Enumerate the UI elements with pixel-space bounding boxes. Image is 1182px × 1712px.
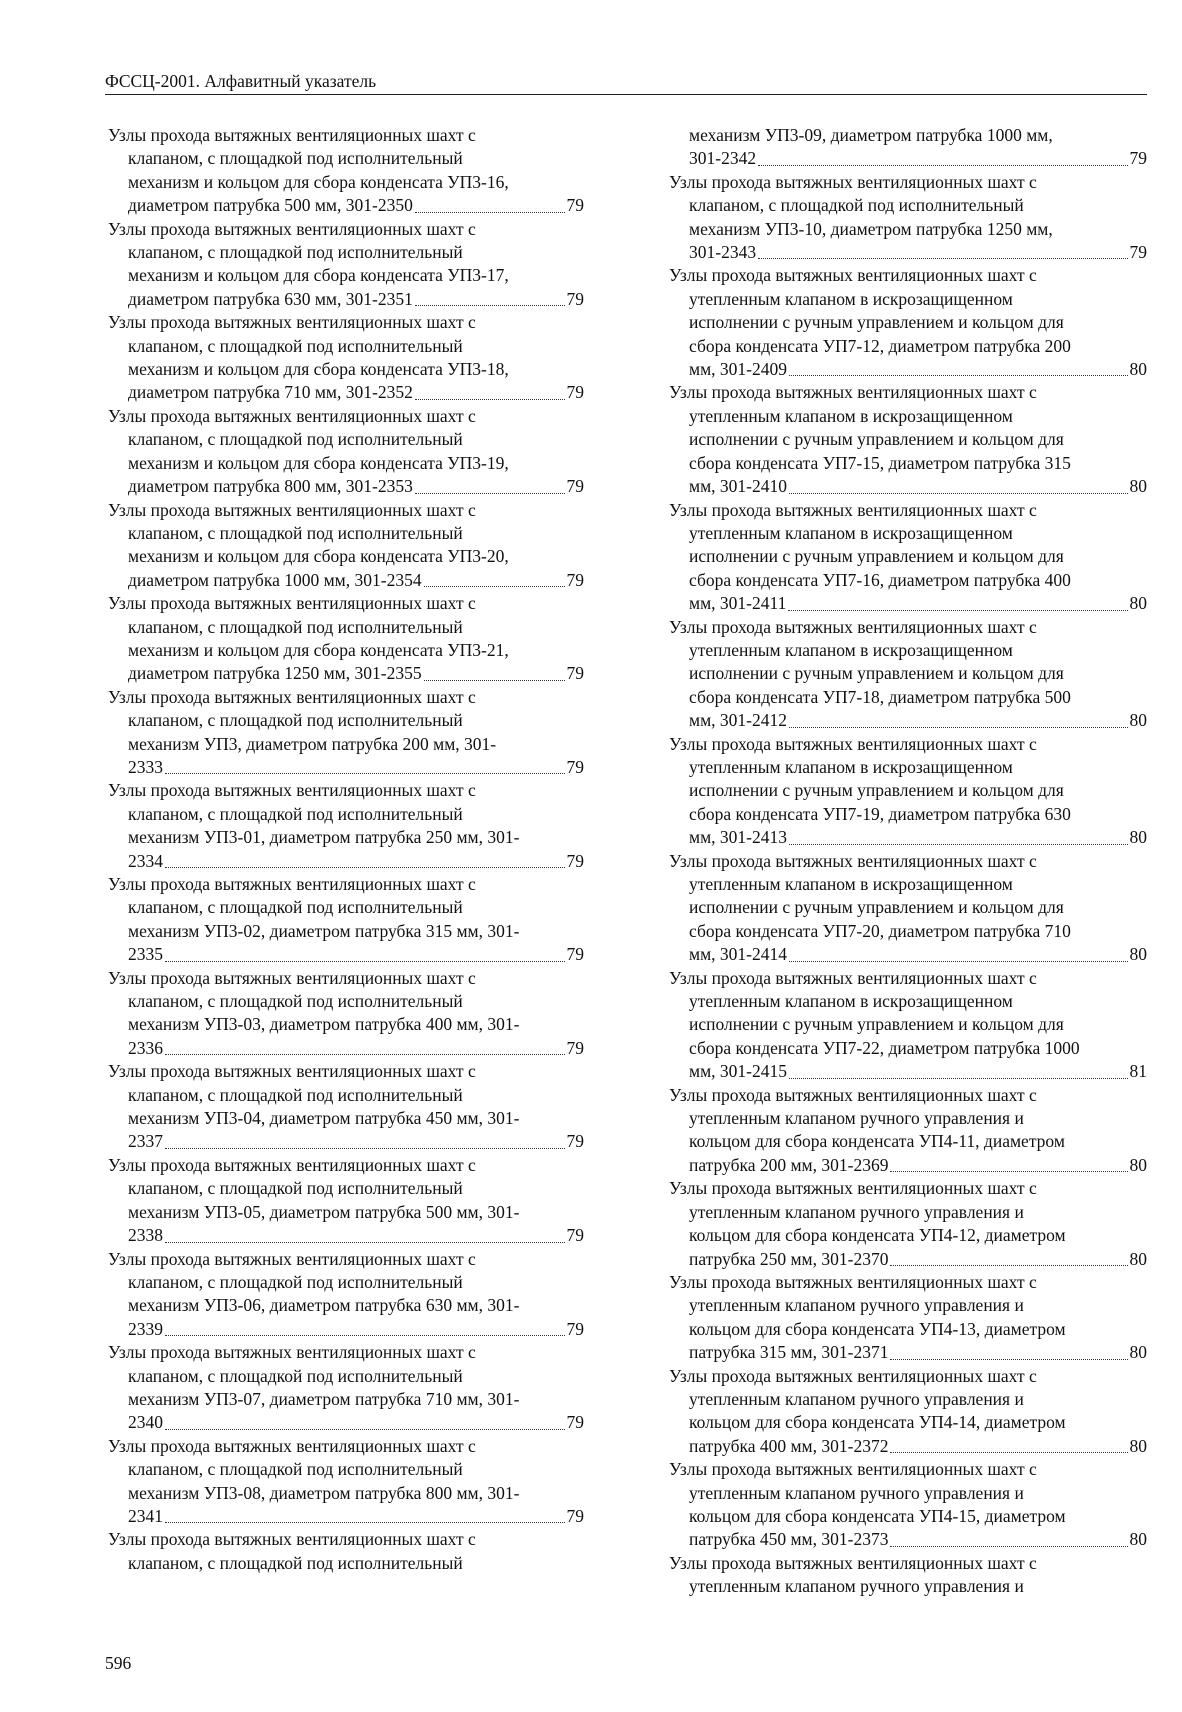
index-entry bbox=[108, 1060, 584, 1154]
index-entry bbox=[669, 381, 1147, 498]
entry-line: клапаном, с площадкой под исполнительный bbox=[128, 897, 463, 918]
dot-leader bbox=[165, 867, 565, 868]
dot-leader bbox=[890, 1359, 1127, 1360]
entry-line: исполнении с ручным управлением и кольцом для bbox=[689, 429, 1064, 450]
entry-locator-line bbox=[108, 194, 584, 217]
entry-locator-line bbox=[108, 943, 584, 966]
entry-line: механизм УП3-07, диаметром патрубка 710 мм, 301- bbox=[128, 1388, 520, 1409]
entry-locator-line bbox=[108, 569, 584, 592]
entry-locator-line bbox=[669, 1341, 1147, 1364]
entry-line: клапаном, с площадкой под исполнительный bbox=[128, 148, 463, 169]
dot-leader bbox=[890, 1452, 1127, 1453]
entry-locator: мм, 301-2412 bbox=[689, 710, 787, 731]
entry-heading: Узлы прохода вытяжных вентиляционных шахт с bbox=[669, 967, 1037, 988]
entry-heading: Узлы прохода вытяжных вентиляционных шахт с bbox=[108, 1529, 476, 1550]
dot-leader bbox=[788, 610, 1127, 611]
entry-page-ref: 80 bbox=[1129, 593, 1147, 614]
index-entry bbox=[108, 1528, 584, 1575]
dot-leader bbox=[789, 493, 1128, 494]
entry-locator-line bbox=[669, 241, 1147, 264]
index-entry bbox=[108, 1154, 584, 1248]
dot-leader bbox=[165, 1242, 565, 1243]
dot-leader bbox=[789, 844, 1128, 845]
dot-leader bbox=[789, 727, 1128, 728]
entry-line: сбора конденсата УП7-12, диаметром патрубка 200 bbox=[689, 335, 1071, 356]
dot-leader bbox=[789, 1078, 1128, 1079]
entry-line: сбора конденсата УП7-22, диаметром патрубка 1000 bbox=[689, 1037, 1080, 1058]
entry-heading: Узлы прохода вытяжных вентиляционных шахт с bbox=[669, 850, 1037, 871]
dot-leader bbox=[165, 1522, 565, 1523]
entry-locator: мм, 301-2414 bbox=[689, 944, 787, 965]
entry-locator: 2335 bbox=[128, 944, 163, 965]
index-column-right bbox=[669, 124, 1147, 1599]
entry-line: утепленным клапаном ручного управления и bbox=[689, 1576, 1024, 1597]
entry-page-ref: 80 bbox=[1129, 1248, 1147, 1269]
entry-heading: Узлы прохода вытяжных вентиляционных шахт с bbox=[108, 780, 476, 801]
entry-page-ref: 80 bbox=[1129, 710, 1147, 731]
entry-line: клапаном, с площадкой под исполнительный bbox=[128, 335, 463, 356]
index-entry-continued bbox=[669, 124, 1147, 171]
entry-line: кольцом для сбора конденсата УП4-11, диаметром bbox=[689, 1131, 1065, 1152]
entry-page-ref: 80 bbox=[1129, 827, 1147, 848]
entry-line: сбора конденсата УП7-19, диаметром патрубка 630 bbox=[689, 803, 1071, 824]
dot-leader bbox=[415, 493, 565, 494]
entry-line: механизм и кольцом для сбора конденсата УП3-21, bbox=[128, 639, 509, 660]
entry-line: утепленным клапаном ручного управления и bbox=[689, 1388, 1024, 1409]
entry-line: сбора конденсата УП7-18, диаметром патрубка 500 bbox=[689, 686, 1071, 707]
entry-line: сбора конденсата УП7-15, диаметром патрубка 315 bbox=[689, 452, 1071, 473]
entry-line: утепленным клапаном в искрозащищенном bbox=[689, 639, 1013, 660]
entry-line: механизм УП3, диаметром патрубка 200 мм, 301- bbox=[128, 733, 497, 754]
entry-line: утепленным клапаном в искрозащищенном bbox=[689, 756, 1013, 777]
entry-page-ref: 80 bbox=[1129, 1342, 1147, 1363]
index-entry bbox=[108, 779, 584, 873]
dot-leader bbox=[415, 305, 565, 306]
entry-line: исполнении с ручным управлением и кольцом для bbox=[689, 1014, 1064, 1035]
entry-page-ref: 79 bbox=[566, 756, 584, 777]
index-entry bbox=[669, 264, 1147, 381]
entry-page-ref: 79 bbox=[566, 382, 584, 403]
entry-locator: патрубка 200 мм, 301-2369 bbox=[689, 1154, 889, 1175]
index-entry bbox=[108, 311, 584, 405]
entry-heading: Узлы прохода вытяжных вентиляционных шахт с bbox=[669, 616, 1037, 637]
entry-heading: Узлы прохода вытяжных вентиляционных шахт с bbox=[669, 382, 1037, 403]
entry-heading: Узлы прохода вытяжных вентиляционных шахт с bbox=[108, 1342, 476, 1363]
index-entry bbox=[108, 1248, 584, 1342]
entry-page-ref: 79 bbox=[566, 1037, 584, 1058]
entry-locator: 2336 bbox=[128, 1037, 163, 1058]
entry-line: механизм УП3-02, диаметром патрубка 315 мм, 301- bbox=[128, 920, 520, 941]
entry-line: механизм УП3-09, диаметром патрубка 1000 мм, bbox=[689, 125, 1053, 145]
dot-leader bbox=[165, 773, 565, 774]
index-entry bbox=[108, 499, 584, 593]
entry-page-ref: 79 bbox=[566, 1318, 584, 1339]
entry-locator-line bbox=[669, 709, 1147, 732]
entry-locator-line bbox=[108, 1037, 584, 1060]
entry-line: механизм и кольцом для сбора конденсата УП3-17, bbox=[128, 265, 509, 286]
entry-locator: диаметром патрубка 630 мм, 301-2351 bbox=[128, 288, 413, 309]
entry-locator: мм, 301-2413 bbox=[689, 827, 787, 848]
dot-leader bbox=[165, 1429, 565, 1430]
entry-locator: диаметром патрубка 1000 мм, 301-2354 bbox=[128, 569, 422, 590]
dot-leader bbox=[789, 375, 1128, 376]
entry-locator: 2337 bbox=[128, 1131, 163, 1152]
entry-line: кольцом для сбора конденсата УП4-15, диаметром bbox=[689, 1505, 1066, 1526]
entry-page-ref: 79 bbox=[566, 944, 584, 965]
entry-locator-line bbox=[669, 1248, 1147, 1271]
index-entry bbox=[669, 733, 1147, 850]
entry-heading: Узлы прохода вытяжных вентиляционных шахт с bbox=[108, 405, 476, 426]
entry-locator: мм, 301-2409 bbox=[689, 359, 787, 380]
entry-locator: мм, 301-2410 bbox=[689, 476, 787, 497]
entry-locator-line bbox=[108, 288, 584, 311]
entry-page-ref: 79 bbox=[566, 569, 584, 590]
entry-locator: 2333 bbox=[128, 756, 163, 777]
entry-line: клапаном, с площадкой под исполнительный bbox=[689, 195, 1024, 216]
entry-line: исполнении с ручным управлением и кольцом для bbox=[689, 312, 1064, 333]
dot-leader bbox=[165, 961, 565, 962]
entry-line: механизм УП3-10, диаметром патрубка 1250 мм, bbox=[689, 218, 1053, 239]
index-column-left bbox=[108, 124, 584, 1575]
entry-heading: Узлы прохода вытяжных вентиляционных шахт с bbox=[669, 1271, 1037, 1292]
entry-locator: 301-2343 bbox=[689, 242, 757, 263]
entry-heading: Узлы прохода вытяжных вентиляционных шахт с bbox=[669, 499, 1037, 520]
entry-line: утепленным клапаном в искрозащищенном bbox=[689, 874, 1013, 894]
entry-line: утепленным клапаном ручного управления и bbox=[689, 1295, 1024, 1316]
entry-heading: Узлы прохода вытяжных вентиляционных шахт с bbox=[108, 1154, 476, 1175]
dot-leader bbox=[424, 586, 565, 587]
entry-line: клапаном, с площадкой под исполнительный bbox=[128, 1365, 463, 1386]
entry-heading: Узлы прохода вытяжных вентиляционных шахт с bbox=[669, 265, 1037, 286]
entry-locator-line bbox=[669, 592, 1147, 615]
entry-locator: 2341 bbox=[128, 1505, 163, 1526]
dot-leader bbox=[415, 399, 565, 400]
entry-locator: 2334 bbox=[128, 850, 163, 871]
index-entry bbox=[108, 218, 584, 312]
entry-line: клапаном, с площадкой под исполнительный bbox=[128, 1552, 463, 1573]
entry-page-ref: 79 bbox=[566, 663, 584, 684]
entry-heading: Узлы прохода вытяжных вентиляционных шахт с bbox=[108, 218, 476, 239]
entry-heading: Узлы прохода вытяжных вентиляционных шахт с bbox=[669, 1552, 1037, 1573]
index-entry bbox=[669, 1552, 1147, 1599]
entry-locator-line bbox=[108, 1318, 584, 1341]
entry-page-ref: 80 bbox=[1129, 1154, 1147, 1175]
entry-page-ref: 79 bbox=[566, 1225, 584, 1246]
header-title: ФССЦ-2001. Алфавитный указатель bbox=[105, 71, 377, 91]
dot-leader bbox=[890, 1265, 1127, 1266]
entry-line: клапаном, с площадкой под исполнительный bbox=[128, 1271, 463, 1292]
entry-page-ref: 79 bbox=[1129, 148, 1147, 169]
entry-line: клапаном, с площадкой под исполнительный bbox=[128, 991, 463, 1012]
dot-leader bbox=[758, 165, 1127, 166]
entry-page-ref: 80 bbox=[1129, 944, 1147, 965]
entry-line: кольцом для сбора конденсата УП4-13, диаметром bbox=[689, 1318, 1066, 1339]
entry-line: утепленным клапаном ручного управления и bbox=[689, 1482, 1024, 1503]
entry-locator-line bbox=[669, 1154, 1147, 1177]
entry-line: механизм и кольцом для сбора конденсата УП3-19, bbox=[128, 452, 509, 473]
entry-line: механизм УП3-06, диаметром патрубка 630 мм, 301- bbox=[128, 1295, 520, 1316]
entry-heading: Узлы прохода вытяжных вентиляционных шахт с bbox=[669, 1459, 1037, 1480]
index-entry bbox=[108, 1435, 584, 1529]
page-number: 596 bbox=[105, 1653, 132, 1673]
entry-heading: Узлы прохода вытяжных вентиляционных шахт с bbox=[669, 1365, 1037, 1386]
entry-locator: диаметром патрубка 710 мм, 301-2352 bbox=[128, 382, 413, 403]
entry-locator-line bbox=[108, 475, 584, 498]
entry-locator-line bbox=[669, 1060, 1147, 1083]
entry-locator-line bbox=[669, 1435, 1147, 1458]
entry-heading: Узлы прохода вытяжных вентиляционных шахт с bbox=[108, 312, 476, 333]
entry-line: исполнении с ручным управлением и кольцом для bbox=[689, 780, 1064, 801]
entry-locator: патрубка 400 мм, 301-2372 bbox=[689, 1435, 889, 1456]
entry-locator: патрубка 450 мм, 301-2373 bbox=[689, 1529, 889, 1550]
entry-line: утепленным клапаном в искрозащищенном bbox=[689, 288, 1013, 309]
dot-leader bbox=[424, 680, 565, 681]
index-entry bbox=[669, 499, 1147, 616]
entry-heading: Узлы прохода вытяжных вентиляционных шахт с bbox=[108, 1435, 476, 1456]
entry-heading: Узлы прохода вытяжных вентиляционных шахт с bbox=[108, 967, 476, 988]
index-entry bbox=[108, 686, 584, 780]
entry-page-ref: 81 bbox=[1129, 1061, 1147, 1082]
entry-heading: Узлы прохода вытяжных вентиляционных шахт с bbox=[669, 733, 1037, 754]
entry-line: клапаном, с площадкой под исполнительный bbox=[128, 1178, 463, 1199]
dot-leader bbox=[165, 1054, 565, 1055]
entry-line: механизм УП3-05, диаметром патрубка 500 мм, 301- bbox=[128, 1201, 520, 1222]
entry-line: сбора конденсата УП7-16, диаметром патрубка 400 bbox=[689, 569, 1071, 590]
entry-locator: патрубка 315 мм, 301-2371 bbox=[689, 1342, 889, 1363]
entry-heading: Узлы прохода вытяжных вентиляционных шахт с bbox=[669, 1178, 1037, 1199]
entry-heading: Узлы прохода вытяжных вентиляционных шахт с bbox=[108, 874, 476, 894]
entry-line: сбора конденсата УП7-20, диаметром патрубка 710 bbox=[689, 920, 1071, 941]
entry-locator: 301-2342 bbox=[689, 148, 757, 169]
entry-locator: мм, 301-2415 bbox=[689, 1061, 787, 1082]
index-entry bbox=[108, 1341, 584, 1435]
dot-leader bbox=[758, 258, 1127, 259]
entry-locator-line bbox=[669, 147, 1147, 170]
index-entry bbox=[669, 171, 1147, 265]
entry-locator-line bbox=[669, 826, 1147, 849]
entry-page-ref: 79 bbox=[566, 1131, 584, 1152]
index-entry bbox=[108, 124, 584, 218]
entry-line: утепленным клапаном ручного управления и bbox=[689, 1201, 1024, 1222]
entry-line: механизм и кольцом для сбора конденсата УП3-16, bbox=[128, 171, 509, 192]
entry-heading: Узлы прохода вытяжных вентиляционных шахт с bbox=[108, 686, 476, 707]
index-entry bbox=[669, 1177, 1147, 1271]
entry-locator: диаметром патрубка 500 мм, 301-2350 bbox=[128, 195, 413, 216]
entry-locator: мм, 301-2411 bbox=[689, 593, 787, 614]
entry-line: клапаном, с площадкой под исполнительный bbox=[128, 1459, 463, 1480]
entry-heading: Узлы прохода вытяжных вентиляционных шахт с bbox=[108, 1061, 476, 1082]
entry-line: клапаном, с площадкой под исполнительный bbox=[128, 242, 463, 263]
entry-locator: 2338 bbox=[128, 1225, 163, 1246]
running-header bbox=[105, 70, 1147, 95]
index-entry bbox=[669, 616, 1147, 733]
entry-locator: патрубка 250 мм, 301-2370 bbox=[689, 1248, 889, 1269]
entry-locator-line bbox=[108, 1505, 584, 1528]
dot-leader bbox=[789, 961, 1128, 962]
entry-locator-line bbox=[108, 381, 584, 404]
index-entry bbox=[669, 1271, 1147, 1365]
entry-locator-line bbox=[108, 1130, 584, 1153]
entry-line: кольцом для сбора конденсата УП4-14, диаметром bbox=[689, 1412, 1066, 1433]
entry-line: механизм УП3-03, диаметром патрубка 400 мм, 301- bbox=[128, 1014, 520, 1035]
entry-locator-line bbox=[669, 943, 1147, 966]
dot-leader bbox=[415, 212, 565, 213]
entry-locator: диаметром патрубка 1250 мм, 301-2355 bbox=[128, 663, 422, 684]
dot-leader bbox=[165, 1148, 565, 1149]
entry-heading: Узлы прохода вытяжных вентиляционных шахт с bbox=[108, 499, 476, 520]
index-entry bbox=[108, 592, 584, 686]
dot-leader bbox=[890, 1546, 1127, 1547]
entry-locator-line bbox=[108, 1411, 584, 1434]
index-entry bbox=[108, 405, 584, 499]
entry-line: исполнении с ручным управлением и кольцом для bbox=[689, 663, 1064, 684]
entry-line: механизм и кольцом для сбора конденсата УП3-18, bbox=[128, 359, 509, 380]
entry-line: утепленным клапаном в искрозащищенном bbox=[689, 522, 1013, 543]
entry-line: клапаном, с площадкой под исполнительный bbox=[128, 616, 463, 637]
index-entry bbox=[669, 1084, 1147, 1178]
entry-line: исполнении с ручным управлением и кольцом для bbox=[689, 897, 1064, 918]
entry-line: клапаном, с площадкой под исполнительный bbox=[128, 803, 463, 824]
index-entry bbox=[669, 850, 1147, 967]
dot-leader bbox=[890, 1171, 1127, 1172]
entry-line: утепленным клапаном ручного управления и bbox=[689, 1108, 1024, 1129]
entry-line: кольцом для сбора конденсата УП4-12, диаметром bbox=[689, 1225, 1066, 1246]
entry-locator-line bbox=[108, 662, 584, 685]
entry-locator: диаметром патрубка 800 мм, 301-2353 bbox=[128, 476, 413, 497]
entry-heading: Узлы прохода вытяжных вентиляционных шахт с bbox=[108, 593, 476, 614]
entry-locator-line bbox=[108, 850, 584, 873]
entry-locator-line bbox=[669, 1528, 1147, 1551]
index-entry bbox=[669, 967, 1147, 1084]
entry-page-ref: 80 bbox=[1129, 476, 1147, 497]
entry-page-ref: 80 bbox=[1129, 1529, 1147, 1550]
entry-page-ref: 79 bbox=[566, 476, 584, 497]
entry-page-ref: 79 bbox=[566, 288, 584, 309]
entry-line: исполнении с ручным управлением и кольцом для bbox=[689, 546, 1064, 567]
entry-line: механизм УП3-08, диаметром патрубка 800 мм, 301- bbox=[128, 1482, 520, 1503]
index-entry bbox=[669, 1458, 1147, 1552]
entry-heading: Узлы прохода вытяжных вентиляционных шахт с bbox=[669, 171, 1037, 192]
entry-locator-line bbox=[108, 756, 584, 779]
entry-page-ref: 80 bbox=[1129, 359, 1147, 380]
entry-line: клапаном, с площадкой под исполнительный bbox=[128, 710, 463, 731]
entry-line: клапаном, с площадкой под исполнительный bbox=[128, 429, 463, 450]
entry-page-ref: 79 bbox=[566, 850, 584, 871]
entry-line: механизм и кольцом для сбора конденсата УП3-20, bbox=[128, 546, 509, 567]
entry-line: механизм УП3-01, диаметром патрубка 250 мм, 301- bbox=[128, 827, 520, 848]
dot-leader bbox=[165, 1335, 565, 1336]
entry-locator-line bbox=[669, 358, 1147, 381]
entry-locator: 2340 bbox=[128, 1412, 163, 1433]
entry-page-ref: 80 bbox=[1129, 1435, 1147, 1456]
entry-page-ref: 79 bbox=[566, 195, 584, 216]
entry-line: утепленным клапаном в искрозащищенном bbox=[689, 991, 1013, 1012]
entry-heading: Узлы прохода вытяжных вентиляционных шахт с bbox=[108, 1248, 476, 1269]
index-entry bbox=[108, 967, 584, 1061]
entry-page-ref: 79 bbox=[566, 1505, 584, 1526]
index-entry bbox=[669, 1365, 1147, 1459]
index-entry bbox=[108, 873, 584, 967]
entry-line: механизм УП3-04, диаметром патрубка 450 мм, 301- bbox=[128, 1108, 520, 1129]
entry-line: утепленным клапаном в искрозащищенном bbox=[689, 405, 1013, 426]
entry-heading: Узлы прохода вытяжных вентиляционных шахт с bbox=[669, 1084, 1037, 1105]
entry-line: клапаном, с площадкой под исполнительный bbox=[128, 522, 463, 543]
entry-locator-line bbox=[669, 475, 1147, 498]
entry-page-ref: 79 bbox=[566, 1412, 584, 1433]
entry-locator-line bbox=[108, 1224, 584, 1247]
entry-page-ref: 79 bbox=[1129, 242, 1147, 263]
entry-heading: Узлы прохода вытяжных вентиляционных шахт с bbox=[108, 125, 476, 145]
entry-locator: 2339 bbox=[128, 1318, 163, 1339]
entry-line: клапаном, с площадкой под исполнительный bbox=[128, 1084, 463, 1105]
